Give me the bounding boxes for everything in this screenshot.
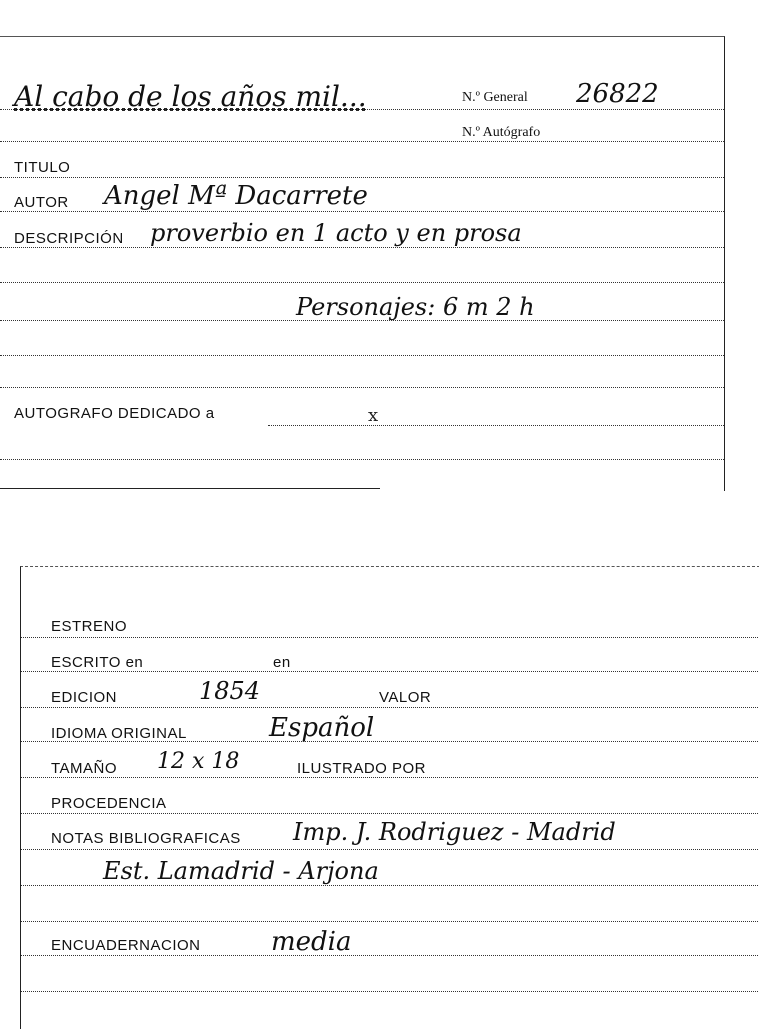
rule	[0, 459, 724, 460]
edicion-label: EDICION	[51, 689, 118, 706]
autografo-dedicado-label: AUTOGRAFO DEDICADO a	[14, 405, 215, 422]
rule	[21, 813, 759, 814]
card-edge	[0, 488, 380, 489]
estreno-label: ESTRENO	[51, 618, 128, 635]
tamano-value: 12 x 18	[157, 749, 240, 774]
rule	[21, 707, 759, 708]
catalog-card-top	[0, 36, 725, 491]
rule	[268, 425, 724, 426]
rule	[21, 741, 759, 742]
descripcion-value-2: Personajes: 6 m 2 h	[296, 293, 535, 321]
autografo-mark: x	[368, 405, 379, 426]
catalog-card-bottom	[20, 566, 759, 1029]
numero-general-value: 26822	[576, 79, 659, 109]
notas-value: Imp. J. Rodriguez - Madrid	[293, 818, 616, 846]
rule	[21, 921, 759, 922]
rule	[21, 885, 759, 886]
en-label: en	[273, 654, 291, 671]
rule	[0, 247, 724, 248]
tamano-label: TAMAÑO	[51, 760, 118, 777]
escrito-en-label: ESCRITO en	[51, 654, 144, 671]
rule	[0, 355, 724, 356]
encuadernacion-value: media	[271, 927, 352, 957]
rule	[21, 671, 759, 672]
rule	[0, 109, 724, 110]
notas-value-2: Est. Lamadrid - Arjona	[103, 857, 379, 885]
rule	[0, 387, 724, 388]
rule	[0, 177, 724, 178]
idioma-value: Español	[269, 713, 375, 743]
title-handwritten: Al cabo de los años mil...	[14, 80, 367, 113]
rule	[0, 282, 724, 283]
idioma-original-label: IDIOMA ORIGINAL	[51, 725, 187, 742]
numero-autografo-label: N.º Autógrafo	[462, 125, 541, 140]
rule	[21, 777, 759, 778]
rule	[21, 955, 759, 956]
valor-label: VALOR	[379, 689, 432, 706]
descripcion-label: DESCRIPCIÓN	[14, 230, 124, 247]
ilustrado-por-label: ILUSTRADO POR	[297, 760, 427, 777]
notas-bibliograficas-label: NOTAS BIBLIOGRAFICAS	[51, 830, 241, 847]
descripcion-value: proverbio en 1 acto y en prosa	[150, 219, 522, 247]
autor-label: AUTOR	[14, 194, 69, 211]
rule	[21, 849, 759, 850]
rule	[21, 637, 759, 638]
encuadernacion-label: ENCUADERNACION	[51, 937, 201, 954]
rule	[0, 141, 724, 142]
rule	[0, 211, 724, 212]
procedencia-label: PROCEDENCIA	[51, 795, 167, 812]
titulo-label: TITULO	[14, 159, 71, 176]
rule	[21, 991, 759, 992]
edicion-value: 1854	[199, 677, 261, 705]
autor-value: Angel Mª Dacarrete	[104, 181, 368, 211]
numero-general-label: N.º General	[462, 90, 528, 105]
rule	[0, 320, 724, 321]
